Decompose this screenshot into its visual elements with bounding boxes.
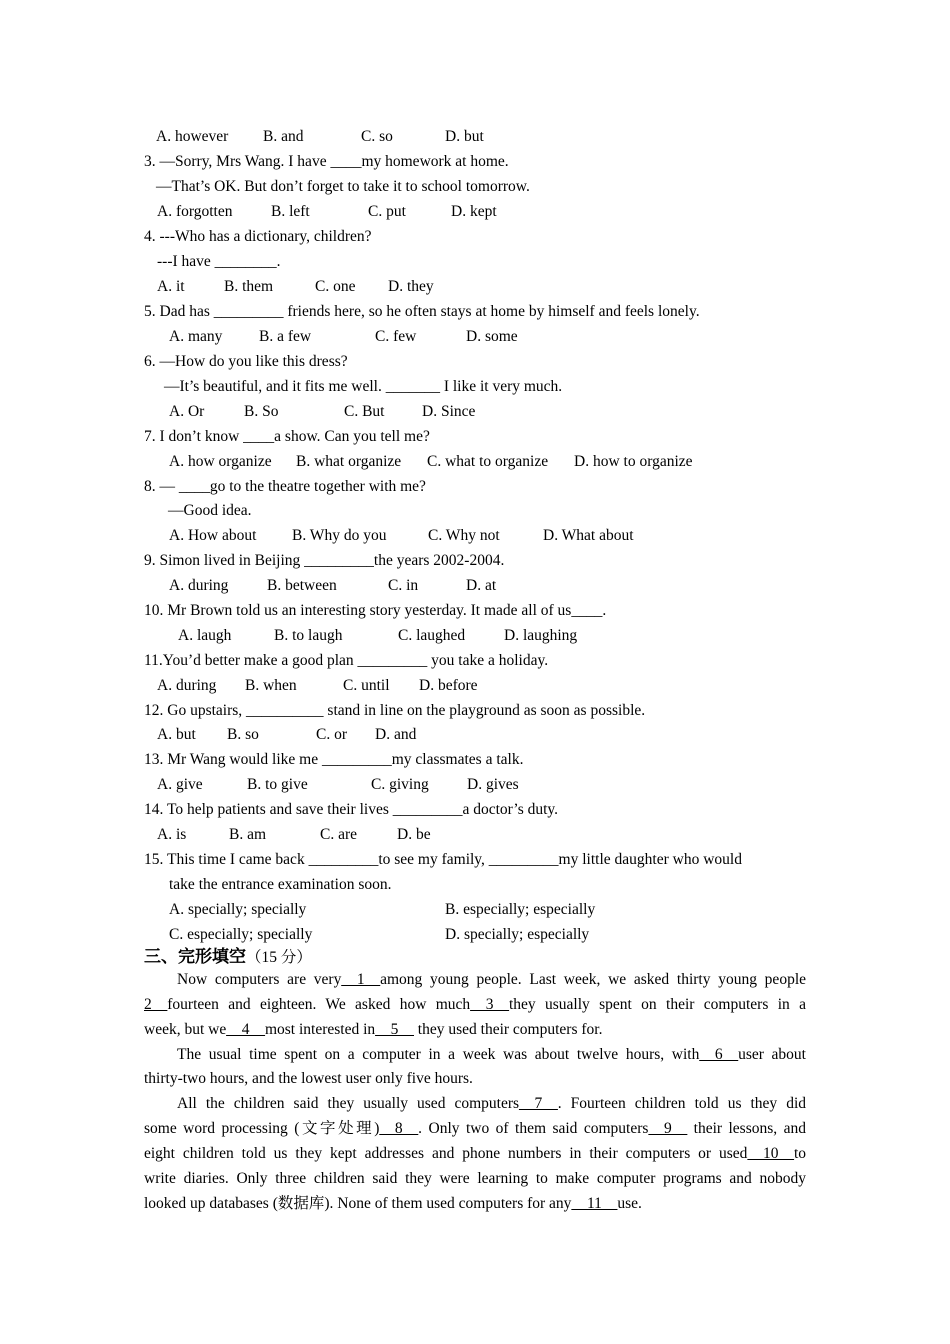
q12-option-b[interactable]: B. so bbox=[227, 726, 259, 743]
cloze-text: . Fourteen children told us they did bbox=[557, 1095, 806, 1112]
q15-option-a[interactable]: A. specially; specially bbox=[169, 901, 307, 918]
cloze-text: user about bbox=[738, 1046, 806, 1063]
cloze-text: to bbox=[793, 1145, 806, 1162]
q6-option-a[interactable]: A. Or bbox=[169, 403, 205, 420]
q14-option-c[interactable]: C. are bbox=[320, 826, 358, 843]
q12-option-a[interactable]: A. but bbox=[157, 726, 196, 743]
q15-stem: 15. This time I came back _________to see my family, _________my little daughter who would bbox=[144, 851, 742, 868]
q11-option-a[interactable]: A. during bbox=[157, 677, 217, 694]
q6-option-d[interactable]: D. Since bbox=[422, 403, 476, 420]
q4-stem: 4. ---Who has a dictionary, children? bbox=[144, 228, 372, 245]
cloze-blank-4[interactable]: __4__ bbox=[226, 1021, 265, 1038]
q10-option-d[interactable]: D. laughing bbox=[504, 627, 578, 644]
q6-option-b[interactable]: B. So bbox=[244, 403, 279, 420]
q13-options bbox=[144, 772, 806, 797]
q11-option-d[interactable]: D. before bbox=[419, 677, 478, 694]
q3-option-a[interactable]: A. forgotten bbox=[157, 203, 233, 220]
q10-options bbox=[144, 623, 806, 648]
q9-option-c[interactable]: C. in bbox=[388, 577, 419, 594]
cloze-text: looked up databases (数据库). None of them used computers for any bbox=[144, 1195, 572, 1212]
q5-option-c[interactable]: C. few bbox=[375, 328, 417, 345]
cloze-blank-1[interactable]: __1__ bbox=[341, 971, 381, 988]
cloze-p1-line1 bbox=[177, 967, 806, 992]
cloze-text: use. bbox=[617, 1195, 642, 1212]
q8-reply: —Good idea. bbox=[168, 502, 252, 519]
q8-option-b[interactable]: B. Why do you bbox=[292, 527, 387, 544]
q11-option-b[interactable]: B. when bbox=[245, 677, 297, 694]
section-title: 三、完形填空 bbox=[144, 947, 246, 966]
q13-option-b[interactable]: B. to give bbox=[247, 776, 308, 793]
q6-option-c[interactable]: C. But bbox=[344, 403, 385, 420]
cloze-p3-line3 bbox=[144, 1141, 806, 1166]
q2-option-c[interactable]: C. so bbox=[361, 128, 393, 145]
q13-option-a[interactable]: A. give bbox=[157, 776, 203, 793]
cloze-p3-line4: write diaries. Only three children said they were learning to make computer programs and nobody bbox=[144, 1170, 806, 1187]
q13-option-c[interactable]: C. giving bbox=[371, 776, 429, 793]
cloze-text: among young people. Last week, we asked thirty young people bbox=[380, 971, 806, 988]
cloze-blank-8[interactable]: __8__ bbox=[379, 1120, 419, 1137]
q4-option-d[interactable]: D. they bbox=[388, 278, 434, 295]
cloze-blank-5[interactable]: __5__ bbox=[375, 1021, 414, 1038]
q2-option-b[interactable]: B. and bbox=[263, 128, 304, 145]
q9-options bbox=[144, 573, 806, 598]
q4-option-c[interactable]: C. one bbox=[315, 278, 356, 295]
q12-options bbox=[144, 722, 806, 747]
q4-options bbox=[144, 274, 806, 299]
q13-stem: 13. Mr Wang would like me _________my classmates a talk. bbox=[144, 751, 524, 768]
q15-option-b[interactable]: B. especially; especially bbox=[445, 901, 596, 918]
q10-option-c[interactable]: C. laughed bbox=[398, 627, 466, 644]
q15-option-d[interactable]: D. specially; especially bbox=[445, 926, 590, 943]
q11-option-c[interactable]: C. until bbox=[343, 677, 390, 694]
cloze-blank-10[interactable]: __10__ bbox=[747, 1145, 794, 1162]
q3-reply: —That’s OK. But don’t forget to take it to school tomorrow. bbox=[156, 178, 530, 195]
cloze-p2-line2: thirty-two hours, and the lowest user only five hours. bbox=[144, 1070, 473, 1087]
q6-stem: 6. —How do you like this dress? bbox=[144, 353, 348, 370]
section-points: （15 分） bbox=[246, 949, 312, 966]
q7-options bbox=[144, 449, 806, 474]
q8-option-c[interactable]: C. Why not bbox=[428, 527, 500, 544]
q9-stem: 9. Simon lived in Beijing _________the years 2002-2004. bbox=[144, 552, 505, 569]
cloze-p1-line2 bbox=[144, 992, 806, 1017]
q5-options bbox=[144, 324, 806, 349]
q7-stem: 7. I don’t know ____a show. Can you tell me? bbox=[144, 428, 430, 445]
q3-stem: 3. —Sorry, Mrs Wang. I have ____my homework at home. bbox=[144, 153, 509, 170]
q12-stem: 12. Go upstairs, __________ stand in line on the playground as soon as possible. bbox=[144, 702, 646, 719]
cloze-p1-line3 bbox=[144, 1017, 806, 1042]
q10-option-b[interactable]: B. to laugh bbox=[274, 627, 343, 644]
cloze-text: eight children told us they kept addresses and phone numbers in their computers or used bbox=[144, 1145, 748, 1162]
q7-option-b[interactable]: B. what organize bbox=[296, 453, 402, 470]
cloze-text: . Only two of them said computers bbox=[418, 1120, 649, 1137]
q8-option-d[interactable]: D. What about bbox=[543, 527, 634, 544]
q2-option-d[interactable]: D. but bbox=[445, 128, 484, 145]
q10-stem: 10. Mr Brown told us an interesting story yesterday. It made all of us____. bbox=[144, 602, 607, 619]
q13-option-d[interactable]: D. gives bbox=[467, 776, 519, 793]
cloze-blank-6[interactable]: __6__ bbox=[699, 1046, 739, 1063]
cloze-blank-7[interactable]: __7__ bbox=[519, 1095, 558, 1112]
q15-option-c[interactable]: C. especially; specially bbox=[169, 926, 313, 943]
q4-option-a[interactable]: A. it bbox=[157, 278, 185, 295]
q7-option-c[interactable]: C. what to organize bbox=[427, 453, 549, 470]
q8-options bbox=[144, 523, 806, 548]
q11-stem: 11.You’d better make a good plan _________ you take a holiday. bbox=[144, 652, 549, 669]
q14-stem: 14. To help patients and save their lives _________a doctor’s duty. bbox=[144, 801, 559, 818]
q8-option-a[interactable]: A. How about bbox=[169, 527, 257, 544]
cloze-blank-3[interactable]: __3__ bbox=[470, 996, 509, 1013]
cloze-text: fourteen and eighteen. We asked how much bbox=[167, 996, 471, 1013]
cloze-p3-line5 bbox=[144, 1191, 806, 1216]
q5-stem: 5. Dad has _________ friends here, so he often stays at home by himself and feels lonely. bbox=[144, 303, 700, 320]
q10-option-a[interactable]: A. laugh bbox=[178, 627, 232, 644]
cloze-text: their lessons, and bbox=[687, 1120, 806, 1137]
q7-option-d[interactable]: D. how to organize bbox=[574, 453, 693, 470]
q9-option-b[interactable]: B. between bbox=[267, 577, 337, 594]
q14-option-a[interactable]: A. is bbox=[157, 826, 187, 843]
q11-options bbox=[144, 673, 806, 698]
cloze-p3-line2 bbox=[144, 1116, 806, 1141]
cloze-text: most interested in bbox=[264, 1021, 376, 1038]
q9-option-d[interactable]: D. at bbox=[466, 577, 497, 594]
q2-options bbox=[144, 124, 806, 149]
cloze-text: some word processing (文字处理) bbox=[144, 1120, 380, 1137]
q6-reply: —It’s beautiful, and it fits me well. _______ I like it very much. bbox=[164, 378, 563, 395]
cloze-p3-line1 bbox=[177, 1091, 806, 1116]
section-heading bbox=[144, 944, 806, 969]
cloze-text: Now computers are very bbox=[177, 971, 342, 988]
cloze-text: week, but we bbox=[144, 1021, 227, 1038]
cloze-text: they usually spent on their computers in a bbox=[508, 996, 806, 1013]
q7-option-a[interactable]: A. how organize bbox=[169, 453, 272, 470]
q14-option-d[interactable]: D. be bbox=[397, 826, 431, 843]
q12-option-d[interactable]: D. and bbox=[375, 726, 417, 743]
q14-options bbox=[144, 822, 806, 847]
cloze-text: The usual time spent on a computer in a week was about twelve hours, with bbox=[177, 1046, 700, 1063]
q15-stem-continued: take the entrance examination soon. bbox=[169, 876, 392, 893]
q5-option-b[interactable]: B. a few bbox=[259, 328, 312, 345]
q15-options-row1 bbox=[144, 897, 806, 922]
q3-option-c[interactable]: C. put bbox=[368, 203, 406, 220]
q3-option-d[interactable]: D. kept bbox=[451, 203, 497, 220]
cloze-text: they used their computers for. bbox=[413, 1021, 603, 1038]
q14-option-b[interactable]: B. am bbox=[229, 826, 267, 843]
q4-reply: ---I have ________. bbox=[157, 253, 281, 270]
cloze-blank-9[interactable]: __9__ bbox=[648, 1120, 688, 1137]
q6-options bbox=[144, 399, 806, 424]
cloze-blank-2[interactable]: 2__ bbox=[144, 996, 168, 1013]
cloze-text: All the children said they usually used computers bbox=[177, 1095, 520, 1112]
q3-options bbox=[144, 199, 806, 224]
q3-option-b[interactable]: B. left bbox=[271, 203, 310, 220]
q5-option-d[interactable]: D. some bbox=[466, 328, 518, 345]
q5-option-a[interactable]: A. many bbox=[169, 328, 223, 345]
q9-option-a[interactable]: A. during bbox=[169, 577, 229, 594]
q2-option-a[interactable]: A. however bbox=[156, 128, 229, 145]
q4-option-b[interactable]: B. them bbox=[224, 278, 274, 295]
q12-option-c[interactable]: C. or bbox=[316, 726, 347, 743]
cloze-blank-11[interactable]: __11__ bbox=[571, 1195, 618, 1212]
q8-stem: 8. — ____go to the theatre together with me? bbox=[144, 478, 426, 495]
cloze-p2-line1 bbox=[177, 1042, 806, 1067]
